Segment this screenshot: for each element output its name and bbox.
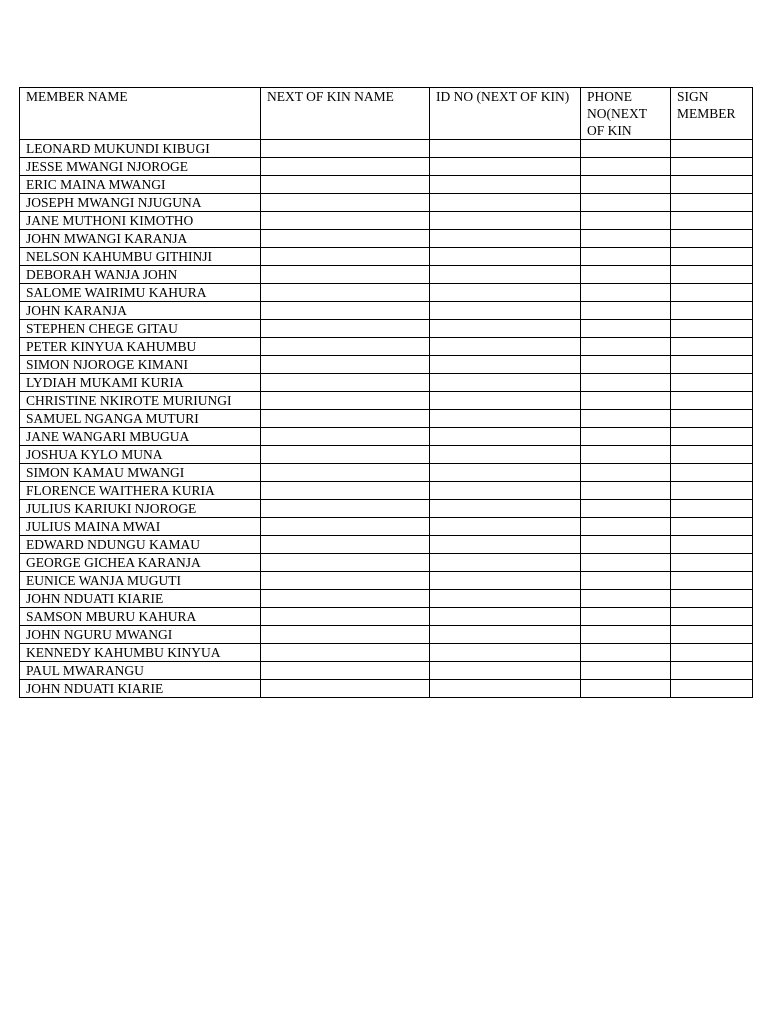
member-name-cell: JOHN NDUATI KIARIE: [20, 590, 261, 608]
member-name-cell: PAUL MWARANGU: [20, 662, 261, 680]
member-name-cell: KENNEDY KAHUMBU KINYUA: [20, 644, 261, 662]
sign-member-cell: [671, 338, 753, 356]
phone-no-cell: [581, 446, 671, 464]
phone-no-cell: [581, 608, 671, 626]
sign-member-cell: [671, 176, 753, 194]
sign-member-cell: [671, 482, 753, 500]
id-no-cell: [430, 212, 581, 230]
id-no-cell: [430, 158, 581, 176]
table-row: [20, 446, 753, 464]
phone-no-cell: [581, 392, 671, 410]
table-row: [20, 212, 753, 230]
sign-member-cell: [671, 464, 753, 482]
next-of-kin-name-cell: [261, 428, 430, 446]
id-no-cell: [430, 248, 581, 266]
header-sign-member: SIGN MEMBER: [671, 88, 753, 140]
next-of-kin-name-cell: [261, 284, 430, 302]
sign-member-cell: [671, 410, 753, 428]
table-row: [20, 464, 753, 482]
sign-member-cell: [671, 644, 753, 662]
member-name-cell: SALOME WAIRIMU KAHURA: [20, 284, 261, 302]
table-row: [20, 608, 753, 626]
header-phone-no: PHONE NO(NEXT OF KIN: [581, 88, 671, 140]
member-name-cell: JOSHUA KYLO MUNA: [20, 446, 261, 464]
phone-no-cell: [581, 590, 671, 608]
member-name-cell: JANE WANGARI MBUGUA: [20, 428, 261, 446]
next-of-kin-name-cell: [261, 554, 430, 572]
next-of-kin-name-cell: [261, 662, 430, 680]
id-no-cell: [430, 500, 581, 518]
sign-member-cell: [671, 392, 753, 410]
id-no-cell: [430, 608, 581, 626]
sign-member-cell: [671, 266, 753, 284]
sign-member-cell: [671, 194, 753, 212]
id-no-cell: [430, 392, 581, 410]
sign-member-cell: [671, 428, 753, 446]
member-name-cell: JULIUS KARIUKI NJOROGE: [20, 500, 261, 518]
next-of-kin-name-cell: [261, 338, 430, 356]
phone-no-cell: [581, 158, 671, 176]
id-no-cell: [430, 482, 581, 500]
table-row: [20, 374, 753, 392]
table-row: [20, 572, 753, 590]
table-header: [20, 88, 753, 140]
id-no-cell: [430, 194, 581, 212]
phone-no-cell: [581, 626, 671, 644]
table-row: [20, 230, 753, 248]
table-row: [20, 536, 753, 554]
header-id-no: ID NO (NEXT OF KIN): [430, 88, 581, 140]
id-no-cell: [430, 140, 581, 158]
id-no-cell: [430, 680, 581, 698]
next-of-kin-name-cell: [261, 608, 430, 626]
member-name-cell: JOHN MWANGI KARANJA: [20, 230, 261, 248]
next-of-kin-name-cell: [261, 482, 430, 500]
id-no-cell: [430, 644, 581, 662]
id-no-cell: [430, 554, 581, 572]
table-row: [20, 284, 753, 302]
table-row: [20, 662, 753, 680]
id-no-cell: [430, 410, 581, 428]
sign-member-cell: [671, 320, 753, 338]
member-name-cell: EDWARD NDUNGU KAMAU: [20, 536, 261, 554]
header-row: [20, 88, 753, 140]
table-row: [20, 500, 753, 518]
member-name-cell: CHRISTINE NKIROTE MURIUNGI: [20, 392, 261, 410]
next-of-kin-name-cell: [261, 356, 430, 374]
next-of-kin-name-cell: [261, 176, 430, 194]
member-name-cell: JANE MUTHONI KIMOTHO: [20, 212, 261, 230]
member-name-cell: SIMON NJOROGE KIMANI: [20, 356, 261, 374]
next-of-kin-name-cell: [261, 644, 430, 662]
phone-no-cell: [581, 338, 671, 356]
sign-member-cell: [671, 518, 753, 536]
next-of-kin-name-cell: [261, 518, 430, 536]
table-row: [20, 194, 753, 212]
phone-no-cell: [581, 662, 671, 680]
sign-member-cell: [671, 446, 753, 464]
next-of-kin-name-cell: [261, 392, 430, 410]
sign-member-cell: [671, 302, 753, 320]
id-no-cell: [430, 230, 581, 248]
phone-no-cell: [581, 644, 671, 662]
table-row: [20, 248, 753, 266]
table-body: [20, 140, 753, 698]
table-row: [20, 392, 753, 410]
sign-member-cell: [671, 626, 753, 644]
next-of-kin-name-cell: [261, 266, 430, 284]
sign-member-cell: [671, 374, 753, 392]
id-no-cell: [430, 446, 581, 464]
sign-member-cell: [671, 608, 753, 626]
member-name-cell: NELSON KAHUMBU GITHINJI: [20, 248, 261, 266]
id-no-cell: [430, 320, 581, 338]
next-of-kin-name-cell: [261, 680, 430, 698]
id-no-cell: [430, 518, 581, 536]
member-name-cell: DEBORAH WANJA JOHN: [20, 266, 261, 284]
phone-no-cell: [581, 230, 671, 248]
member-name-cell: FLORENCE WAITHERA KURIA: [20, 482, 261, 500]
next-of-kin-name-cell: [261, 212, 430, 230]
next-of-kin-name-cell: [261, 248, 430, 266]
table-row: [20, 338, 753, 356]
phone-no-cell: [581, 374, 671, 392]
next-of-kin-name-cell: [261, 446, 430, 464]
sign-member-cell: [671, 158, 753, 176]
next-of-kin-name-cell: [261, 374, 430, 392]
sign-member-cell: [671, 248, 753, 266]
member-name-cell: LEONARD MUKUNDI KIBUGI: [20, 140, 261, 158]
table-row: [20, 554, 753, 572]
table-row: [20, 140, 753, 158]
sign-member-cell: [671, 284, 753, 302]
table-row: [20, 482, 753, 500]
id-no-cell: [430, 662, 581, 680]
phone-no-cell: [581, 428, 671, 446]
id-no-cell: [430, 266, 581, 284]
member-name-cell: EUNICE WANJA MUGUTI: [20, 572, 261, 590]
id-no-cell: [430, 572, 581, 590]
phone-no-cell: [581, 320, 671, 338]
sign-member-cell: [671, 572, 753, 590]
member-name-cell: SIMON KAMAU MWANGI: [20, 464, 261, 482]
next-of-kin-name-cell: [261, 500, 430, 518]
table-row: [20, 410, 753, 428]
member-name-cell: JOSEPH MWANGI NJUGUNA: [20, 194, 261, 212]
sign-member-cell: [671, 140, 753, 158]
phone-no-cell: [581, 356, 671, 374]
phone-no-cell: [581, 572, 671, 590]
table-row: [20, 590, 753, 608]
phone-no-cell: [581, 518, 671, 536]
table-row: [20, 428, 753, 446]
table-row: [20, 680, 753, 698]
id-no-cell: [430, 428, 581, 446]
member-name-cell: GEORGE GICHEA KARANJA: [20, 554, 261, 572]
table-row: [20, 302, 753, 320]
phone-no-cell: [581, 284, 671, 302]
next-of-kin-name-cell: [261, 410, 430, 428]
table-row: [20, 356, 753, 374]
id-no-cell: [430, 374, 581, 392]
sign-member-cell: [671, 500, 753, 518]
id-no-cell: [430, 626, 581, 644]
id-no-cell: [430, 464, 581, 482]
next-of-kin-name-cell: [261, 626, 430, 644]
id-no-cell: [430, 338, 581, 356]
header-next-of-kin-name: NEXT OF KIN NAME: [261, 88, 430, 140]
next-of-kin-name-cell: [261, 464, 430, 482]
next-of-kin-name-cell: [261, 572, 430, 590]
table-row: [20, 626, 753, 644]
sign-member-cell: [671, 212, 753, 230]
member-name-cell: SAMSON MBURU KAHURA: [20, 608, 261, 626]
member-name-cell: SAMUEL NGANGA MUTURI: [20, 410, 261, 428]
table-row: [20, 518, 753, 536]
next-of-kin-name-cell: [261, 158, 430, 176]
phone-no-cell: [581, 302, 671, 320]
phone-no-cell: [581, 554, 671, 572]
phone-no-cell: [581, 248, 671, 266]
id-no-cell: [430, 356, 581, 374]
member-name-cell: PETER KINYUA KAHUMBU: [20, 338, 261, 356]
sign-member-cell: [671, 230, 753, 248]
member-name-cell: LYDIAH MUKAMI KURIA: [20, 374, 261, 392]
sign-member-cell: [671, 554, 753, 572]
sign-member-cell: [671, 356, 753, 374]
sign-member-cell: [671, 590, 753, 608]
phone-no-cell: [581, 536, 671, 554]
next-of-kin-name-cell: [261, 320, 430, 338]
next-of-kin-name-cell: [261, 194, 430, 212]
next-of-kin-name-cell: [261, 140, 430, 158]
table-row: [20, 158, 753, 176]
phone-no-cell: [581, 464, 671, 482]
next-of-kin-name-cell: [261, 230, 430, 248]
next-of-kin-name-cell: [261, 590, 430, 608]
id-no-cell: [430, 284, 581, 302]
table-row: [20, 176, 753, 194]
member-name-cell: JESSE MWANGI NJOROGE: [20, 158, 261, 176]
phone-no-cell: [581, 680, 671, 698]
table-row: [20, 644, 753, 662]
id-no-cell: [430, 590, 581, 608]
next-of-kin-name-cell: [261, 536, 430, 554]
id-no-cell: [430, 302, 581, 320]
phone-no-cell: [581, 212, 671, 230]
sign-member-cell: [671, 536, 753, 554]
member-name-cell: JOHN KARANJA: [20, 302, 261, 320]
member-name-cell: JOHN NGURU MWANGI: [20, 626, 261, 644]
sign-member-cell: [671, 680, 753, 698]
phone-no-cell: [581, 500, 671, 518]
phone-no-cell: [581, 194, 671, 212]
table-row: [20, 320, 753, 338]
member-name-cell: ERIC MAINA MWANGI: [20, 176, 261, 194]
member-name-cell: JOHN NDUATI KIARIE: [20, 680, 261, 698]
phone-no-cell: [581, 266, 671, 284]
id-no-cell: [430, 536, 581, 554]
table-row: [20, 266, 753, 284]
phone-no-cell: [581, 140, 671, 158]
id-no-cell: [430, 176, 581, 194]
member-register-table: [19, 87, 753, 698]
sign-member-cell: [671, 662, 753, 680]
next-of-kin-name-cell: [261, 302, 430, 320]
phone-no-cell: [581, 482, 671, 500]
member-name-cell: JULIUS MAINA MWAI: [20, 518, 261, 536]
phone-no-cell: [581, 176, 671, 194]
header-member-name: MEMBER NAME: [20, 88, 261, 140]
phone-no-cell: [581, 410, 671, 428]
member-name-cell: STEPHEN CHEGE GITAU: [20, 320, 261, 338]
